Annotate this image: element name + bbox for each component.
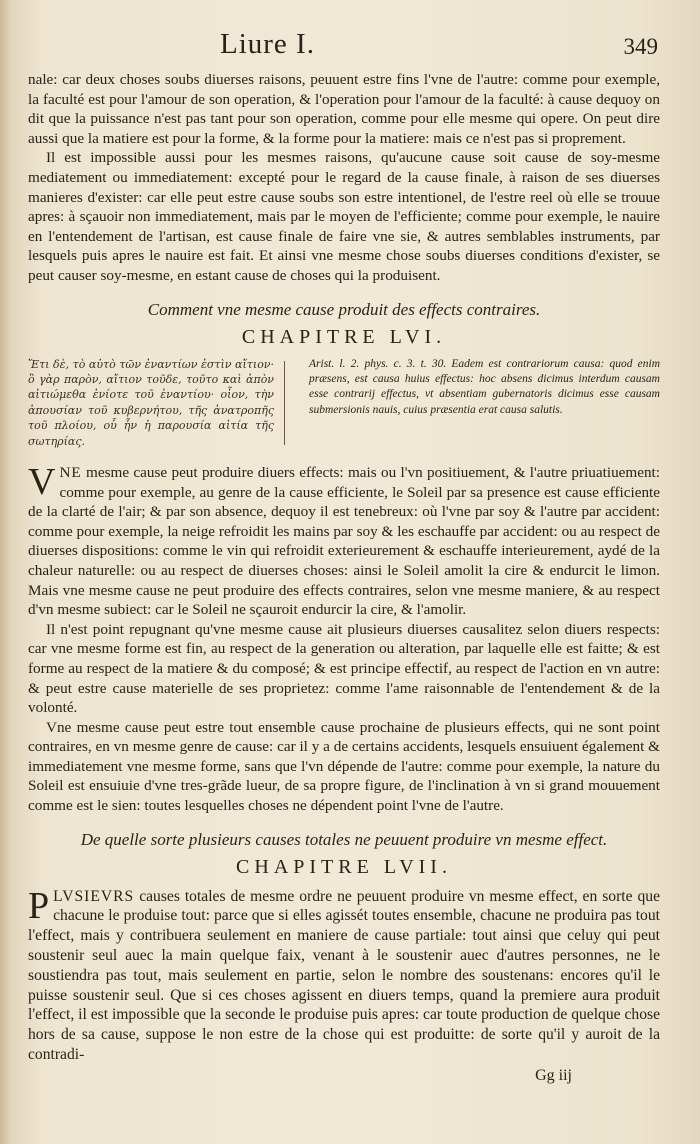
greek-quote: Ἔτι δὲ, τὸ αὐτὸ τῶν ἐναντίων ἐστὶν αἴτιον· ὃ γὰρ παρὸν, αἴτιον τοῦδε, τοῦτο καὶ ἀπὸν αἰτιώμεθα ἐνίοτε τοῦ ἐναντίου· οἷον, τὴν ἀπουσίαν τοῦ κυβερνήτου, τῆς ἀνατροπῆς τοῦ πλοίου, οὗ ἦν ἡ παρουσία αἰτία τῆς σωτηρίας. [28,357,274,448]
page-header [28,28,660,70]
chapter-57-body [28,884,660,1065]
dropcap-letter: V [28,460,56,503]
running-title: Liure I. [220,28,315,60]
chapter-56-heading: CHAPITRE LVI. [241,325,447,348]
intro-paragraph-1: nale: car deux choses soubs diuerses raisons, peuuent estre fins l'vne de l'autre: comme pour exemple, la faculté est pour l'amour de son operation, & l'operation pour l'amour de la faculté: à cause dequoy on dit que la puissance n'est pas tant pour son operation, comme pour elle mesme qui opere. On peut dire aussi que la matiere est pour la forme, & la forme pour la matiere: mais ce n'est pas si proprement. [28,71,660,147]
chapter-56-section-title: Comment vne mesme cause produit des effects contraires. [147,299,541,319]
chapter-57-paragraph-text: causes totales de mesme ordre ne peuuent produire vn mesme effect, en sorte que chacune le produise tout: parce que si elles agissét toutes ensemble, chacune ne produira pas tout l'effect, mais y contribuera seulement en maniere de cause partiale: tout ainsi que celuy qui peut soustenir seul auec la main quelque faix, venant à le soustenir auec d'autres personnes, ne le soustiendra pas tout, mais seulement en partie, selon le nombre des soustenans: encores qu'il le puisse soustenir seul. Que si ces choses agissent en diuers temps, quand la premiere aura produit l'effect, il est impossible que la seconde le produise puis apres: car toute production de quelque chose hors de sa cause, suppose le non estre de la chose qui est produitte: de sorte qu'il y auroit de la contradi- [28,887,660,1064]
signature-mark: Gg iij [535,1066,572,1084]
dropcap-letter: P [28,884,50,927]
intro-paragraph-2: Il est impossible aussi pour les mesmes raisons, qu'aucune cause soit cause de soy-mesme mediatement ou immediatement: excepté pour le regard de la cause finale, à raison de ses diuerses manieres d'exister: car elle peut estre cause soubs son estre intentionel, de l'estre reel où elle se trouue apres: à sçauoir non immediatement, mais par le moyen de l'efficiente; comme pour exemple, le nauire en l'entendement de l'artisan, est cause finale de faire vne sie, & autres semblables instruments, par lesquels puis apres le nauire est fait. Et ainsi vne mesme chose soubs diuerses conditions d'exister, se peut causer soy-mesme, en estant cause de choses qui la produisent. [28,149,660,284]
chapter-57-section-title: De quelle sorte plusieurs causes totales ne peuuent produire vn mesme effect. [80,829,608,849]
page-number: 349 [623,34,658,59]
page-gutter-shadow [0,0,10,1144]
latin-quote: Arist. l. 2. phys. c. 3. t. 30. Eadem est contrariorum causa: quod enim præsens, est causa huius effectus: hoc absens dicimus interdum causam esse contrarij effectus, vt absentiam gubernatoris dicimus esse causam submersionis nauis, cuius præsentia erat causa salutis. [309,357,660,416]
chapter-57-heading: CHAPITRE LVII. [236,855,452,878]
chapter-56-body [28,460,660,816]
intro-text [28,70,660,286]
opening-smallcaps: NE [59,463,82,481]
opening-smallcaps: LVSIEVRS [53,887,135,905]
chapter-56-paragraph-2: Il n'est point repugnant qu'vne mesme cause ait plusieurs diuerses causalitez selon diuers respects: car vne mesme forme est fin, au respect de la generation ou alteration, par laquelle elle est faitte; & est forme au respect de la matiere & du composé; & est principe effectif, au respect de l'action en vn autre: & peut estre cause materielle de ses proprietez: comme l'ame raisonnable de l'entendement & de la volonté. [28,620,660,717]
chapter-56-paragraph-3: Vne mesme cause peut estre tout ensemble cause prochaine de plusieurs effects, qui ne sont point contraires, en vn mesme genre de cause: car il y a de certains accidents, lesquels ensuiuent également & immediatement vne mesme forme, sans que l'vn dépende de l'autre: comme pour exemple, la nature du Soleil est ensuiuie d'vne tres-grãde lueur, de sa propre figure, de l'inclination à vn si grand mouuement comme est le sien: toutes lesquelles choses ne dépendent point l'vne de l'autre. [28,718,660,815]
chapter-57-paragraph [28,884,660,1065]
chapter-56-paragraph-1-text: mesme cause peut produire diuers effects: mais ou l'vn positiuement, & l'autre priuatiuement: comme pour exemple, au genre de la cause efficiente, le Soleil par sa presence est cause efficiente de la clarté de l'air; & par son absence, dequoy il est tenebreux: où l'vne par soy & l'autre par accident: comme pour exemple, la neige refroidit les mains par soy & les eschauffe par accident: ou au respect de diuerses dispositions: comme le vin qui refroidit exterieurement & eschauffe interieurement, aydé de la chaleur naturelle: ou au respect de diuerses choses: ainsi le Soleil amolit la cire & endurcit le limon. Mais vne mesme cause ne peut produire des effects contraires, selon vne mesme maniere, & au respect d'vn mesme subiect: car le Soleil ne sçauroit endurcir la cire, & l'amolir. [28,463,660,619]
column-divider [284,361,285,445]
chapter-56-paragraph-1 [28,460,660,620]
chapter-56-epigraph [28,357,660,449]
